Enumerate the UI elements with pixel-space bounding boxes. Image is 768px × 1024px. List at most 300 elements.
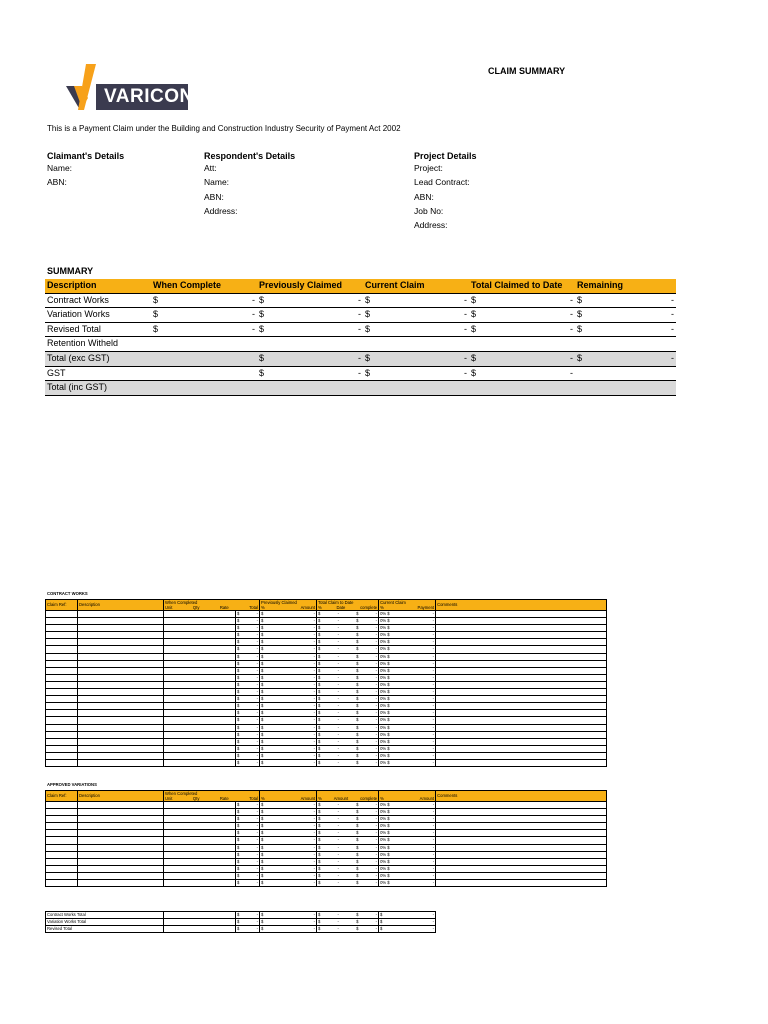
detail-current: [379, 731, 436, 738]
detail-previous: [260, 653, 317, 660]
detail-cell: [78, 809, 164, 816]
currency-symbol: $: [237, 667, 240, 673]
approved-variations-table: [45, 790, 607, 887]
project-line: Address:: [414, 220, 448, 231]
amount-value: -: [252, 309, 255, 320]
to-date-part: $: [356, 880, 359, 886]
detail-to-date: [317, 681, 379, 688]
current-part: 0% $: [380, 851, 390, 857]
money-value: [261, 802, 315, 808]
currency-symbol: $: [261, 745, 264, 751]
money-value: [153, 308, 255, 322]
detail-row: [46, 632, 607, 639]
summary-value: [257, 308, 363, 323]
detail-header-row: [46, 600, 607, 611]
money-value: [259, 294, 361, 308]
detail-row: [46, 674, 607, 681]
detail-cell: [164, 703, 236, 710]
to-date-part: -: [337, 618, 339, 624]
detail-row: [46, 646, 607, 653]
currency-symbol: $: [237, 752, 240, 758]
current-part: 0% $: [380, 823, 390, 829]
money-value: [261, 696, 315, 702]
detail-comment: [436, 653, 607, 660]
subheader: Unit: [165, 796, 173, 801]
to-date-values: [318, 682, 377, 688]
to-date-part: $: [356, 851, 359, 857]
detail-to-date: [317, 759, 379, 766]
summary-row: [45, 366, 676, 381]
money-value: [261, 866, 315, 872]
to-date-part: $: [356, 660, 359, 666]
to-date-part: -: [337, 880, 339, 886]
detail-cell: [164, 639, 236, 646]
to-date-part: -: [337, 872, 339, 878]
to-date-part: $: [318, 844, 321, 850]
to-date-part: -: [337, 759, 339, 765]
detail-current: [379, 844, 436, 851]
project-line: ABN:: [414, 191, 434, 202]
detail-comment: [436, 872, 607, 879]
summary-value: [151, 366, 257, 381]
detail-current: [379, 759, 436, 766]
totals-value: [379, 919, 436, 926]
detail-previous: [260, 689, 317, 696]
to-date-part: $: [318, 851, 321, 857]
amount-value: -: [256, 752, 259, 758]
summary-header-cell: Previously Claimed: [257, 279, 363, 293]
amount-value: -: [313, 865, 316, 871]
to-date-part: -: [337, 703, 339, 709]
to-date-part: -: [337, 689, 339, 695]
detail-to-date: [317, 880, 379, 887]
detail-total: [236, 759, 260, 766]
to-date-part: $: [356, 717, 359, 723]
summary-value: [151, 381, 257, 396]
subheader: Amount: [419, 796, 435, 801]
detail-comment: [436, 809, 607, 816]
to-date-part: -: [337, 696, 339, 702]
summary-row-label: Retention Witheld: [45, 337, 151, 352]
to-date-part: -: [375, 830, 378, 836]
detail-total: [236, 823, 260, 830]
detail-cell: [164, 926, 236, 933]
detail-row: [46, 865, 607, 872]
detail-group-header: [317, 791, 379, 802]
detail-total: [236, 880, 260, 887]
currency-symbol: $: [237, 710, 240, 716]
totals-label: Variation Works Total: [46, 919, 164, 926]
summary-header-row: [45, 279, 676, 293]
current-part: 0% $: [380, 717, 390, 723]
to-date-part: $: [318, 837, 321, 843]
summary-header-cell: Total Claimed to Date: [469, 279, 575, 293]
detail-cell: [164, 809, 236, 816]
detail-header-cell: Description: [78, 600, 164, 611]
current-part: -: [432, 816, 435, 822]
current-part: 0% $: [380, 681, 390, 687]
amount-value: -: [671, 352, 674, 363]
detail-total: [236, 752, 260, 759]
current-values: [380, 661, 434, 667]
summary-value: [575, 351, 676, 366]
currency-symbol: $: [237, 738, 240, 744]
money-value: [261, 717, 315, 723]
to-date-part: $: [356, 872, 359, 878]
detail-comment: [436, 830, 607, 837]
current-part: -: [432, 802, 435, 807]
money-value: [261, 725, 315, 731]
detail-cell: [164, 752, 236, 759]
amount-value: -: [358, 367, 361, 378]
to-date-values: [318, 802, 377, 808]
current-values: [380, 809, 434, 815]
detail-cell: [46, 880, 78, 887]
detail-current: [379, 689, 436, 696]
detail-cell: [78, 724, 164, 731]
to-date-part: -: [337, 809, 339, 815]
summary-value: [469, 381, 575, 396]
detail-comment: [436, 816, 607, 823]
detail-cell: [164, 872, 236, 879]
summary-value: [363, 381, 469, 396]
to-date-part: $: [318, 919, 321, 925]
to-date-part: -: [337, 919, 339, 925]
current-values: [380, 852, 434, 858]
to-date-part: $: [318, 724, 321, 730]
detail-cell: [164, 667, 236, 674]
current-part: -: [432, 724, 435, 730]
amount-value: -: [256, 844, 259, 850]
detail-row: [46, 681, 607, 688]
detail-cell: [78, 880, 164, 887]
to-date-part: $: [318, 880, 321, 886]
money-value: [261, 675, 315, 681]
money-value: [237, 746, 258, 752]
current-part: -: [432, 759, 435, 765]
contract-works-table: [45, 599, 607, 767]
to-date-values: [318, 859, 377, 865]
detail-row: [46, 660, 607, 667]
amount-value: -: [313, 618, 316, 624]
subheader: %: [318, 796, 322, 801]
currency-symbol: $: [261, 837, 264, 843]
to-date-part: -: [337, 724, 339, 730]
detail-row: [46, 858, 607, 865]
money-value: [237, 703, 258, 709]
money-value: [261, 919, 315, 925]
to-date-part: $: [356, 837, 359, 843]
summary-value: [363, 351, 469, 366]
detail-cell: [46, 759, 78, 766]
to-date-part: $: [318, 710, 321, 716]
current-values: [380, 611, 434, 617]
currency-symbol: $: [237, 759, 240, 765]
detail-group-header: [164, 600, 260, 611]
money-value: [237, 880, 258, 886]
subheader: %: [380, 796, 384, 801]
detail-cell: [78, 745, 164, 752]
money-value: [259, 352, 361, 366]
money-value: [365, 352, 467, 366]
summary-table: [45, 279, 676, 396]
current-part: -: [432, 653, 435, 659]
detail-current: [379, 653, 436, 660]
to-date-part: $: [318, 865, 321, 871]
currency-symbol: $: [471, 323, 477, 334]
currency-symbol: $: [237, 703, 240, 709]
detail-cell: [78, 611, 164, 618]
money-value: [237, 668, 258, 674]
amount-value: -: [570, 367, 573, 378]
detail-cell: [164, 844, 236, 851]
subheader: Amount: [300, 796, 316, 801]
current-values: [380, 618, 434, 624]
summary-value: [575, 293, 676, 308]
amount-value: -: [313, 880, 316, 886]
detail-previous: [260, 837, 317, 844]
detail-row: [46, 759, 607, 766]
detail-previous: [260, 618, 317, 625]
detail-current: [379, 738, 436, 745]
money-value: [261, 746, 315, 752]
to-date-part: -: [375, 667, 378, 673]
to-date-part: $: [356, 681, 359, 687]
detail-comment: [436, 646, 607, 653]
summary-value: [151, 337, 257, 352]
money-value: [237, 646, 258, 652]
detail-cell: [78, 689, 164, 696]
to-date-values: [318, 760, 377, 766]
detail-cell: [78, 710, 164, 717]
detail-to-date: [317, 830, 379, 837]
currency-symbol: $: [237, 632, 240, 638]
currency-symbol: $: [261, 653, 264, 659]
detail-cell: [46, 674, 78, 681]
summary-value: [363, 366, 469, 381]
detail-comment: [436, 858, 607, 865]
detail-row: [46, 731, 607, 738]
current-values: [380, 753, 434, 759]
detail-row: [46, 717, 607, 724]
currency-symbol: $: [237, 660, 240, 666]
detail-cell: [164, 865, 236, 872]
currency-symbol: $: [471, 352, 477, 363]
current-part: 0% $: [380, 816, 390, 822]
group-title: Total Claim to Date: [318, 600, 354, 605]
to-date-part: $: [318, 823, 321, 829]
current-values: [380, 682, 434, 688]
to-date-values: [318, 816, 377, 822]
detail-to-date: [317, 752, 379, 759]
detail-row: [46, 880, 607, 887]
detail-comment: [436, 738, 607, 745]
to-date-part: -: [337, 844, 339, 850]
currency-symbol: $: [237, 865, 240, 871]
detail-cell: [78, 667, 164, 674]
detail-previous: [260, 745, 317, 752]
current-values: [380, 739, 434, 745]
amount-value: -: [313, 625, 316, 631]
detail-cell: [164, 646, 236, 653]
detail-cell: [164, 696, 236, 703]
detail-comment: [436, 618, 607, 625]
to-date-part: -: [375, 926, 377, 932]
to-date-part: -: [337, 738, 339, 744]
subheader: Amount: [300, 605, 316, 610]
approved-variations-title: APPROVED VARIATIONS: [47, 782, 97, 787]
summary-value: [257, 322, 363, 337]
to-date-part: -: [375, 912, 377, 917]
money-value: [261, 760, 315, 766]
amount-value: -: [313, 696, 316, 702]
currency-symbol: $: [153, 323, 159, 334]
totals-value: [236, 926, 260, 933]
detail-total: [236, 646, 260, 653]
detail-cell: [164, 653, 236, 660]
amount-value: -: [256, 872, 259, 878]
currency-symbol: $: [237, 674, 240, 680]
detail-previous: [260, 646, 317, 653]
detail-row: [46, 703, 607, 710]
detail-cell: [164, 816, 236, 823]
current-part: 0% $: [380, 674, 390, 680]
money-value: [237, 710, 258, 716]
money-value: [237, 760, 258, 766]
detail-row: [46, 710, 607, 717]
current-values: [380, 760, 434, 766]
to-date-values: [318, 625, 377, 631]
amount-value: -: [313, 724, 316, 730]
summary-value: [151, 351, 257, 366]
detail-comment: [436, 681, 607, 688]
detail-to-date: [317, 646, 379, 653]
group-title: Previously Claimed: [261, 600, 297, 605]
detail-previous: [260, 865, 317, 872]
money-value: [153, 294, 255, 308]
currency-symbol: $: [237, 689, 240, 695]
money-value: [237, 837, 258, 843]
money-value: [259, 308, 361, 322]
detail-previous: [260, 752, 317, 759]
currency-symbol: $: [261, 611, 264, 616]
detail-row: [46, 823, 607, 830]
summary-value: [575, 322, 676, 337]
to-date-part: $: [318, 660, 321, 666]
money-value: [261, 859, 315, 865]
detail-current: [379, 745, 436, 752]
detail-cell: [78, 759, 164, 766]
detail-previous: [260, 738, 317, 745]
currency-symbol: $: [261, 912, 264, 917]
detail-current: [379, 823, 436, 830]
money-value: [261, 873, 315, 879]
subheader: %: [318, 605, 322, 610]
to-date-part: -: [375, 696, 378, 702]
money-value: [577, 352, 674, 366]
detail-group-header: [379, 791, 436, 802]
to-date-values: [318, 753, 377, 759]
detail-cell: [164, 851, 236, 858]
detail-cell: [46, 611, 78, 618]
currency-symbol: $: [237, 872, 240, 878]
money-value: [261, 654, 315, 660]
detail-comment: [436, 837, 607, 844]
money-value: [365, 294, 467, 308]
current-values: [380, 639, 434, 645]
to-date-part: -: [337, 710, 339, 716]
money-value: [237, 675, 258, 681]
money-value: [471, 294, 573, 308]
money-value: [261, 880, 315, 886]
to-date-values: [318, 926, 377, 932]
to-date-values: [318, 668, 377, 674]
amount-value: -: [313, 919, 315, 925]
detail-comment: [436, 660, 607, 667]
currency-symbol: $: [153, 294, 159, 305]
summary-value: [151, 293, 257, 308]
currency-symbol: $: [237, 653, 240, 659]
to-date-part: $: [356, 724, 359, 730]
detail-to-date: [317, 653, 379, 660]
detail-to-date: [317, 618, 379, 625]
currency-symbol: $: [261, 759, 264, 765]
to-date-part: -: [375, 611, 378, 616]
money-value: [261, 625, 315, 631]
current-part: 0% $: [380, 738, 390, 744]
detail-cell: [78, 703, 164, 710]
detail-cell: [46, 851, 78, 858]
summary-value: [575, 308, 676, 323]
detail-row: [46, 752, 607, 759]
summary-row: [45, 337, 676, 352]
totals-table: [45, 911, 607, 933]
detail-comment: [436, 689, 607, 696]
to-date-part: -: [337, 745, 339, 751]
group-subheaders: [165, 796, 258, 801]
detail-cell: [78, 646, 164, 653]
current-part: 0% $: [380, 660, 390, 666]
current-part: -: [432, 696, 435, 702]
current-values: [380, 625, 434, 631]
detail-total: [236, 632, 260, 639]
to-date-part: -: [337, 653, 339, 659]
to-date-values: [318, 880, 377, 886]
detail-cell: [164, 710, 236, 717]
money-value: [261, 618, 315, 624]
current-values: [380, 689, 434, 695]
money-value: [261, 710, 315, 716]
currency-symbol: $: [237, 851, 240, 857]
current-part: -: [432, 837, 435, 843]
summary-row-label: Variation Works: [45, 308, 151, 323]
detail-cell: [164, 681, 236, 688]
amount-value: -: [432, 926, 434, 932]
detail-to-date: [317, 865, 379, 872]
currency-symbol: $: [259, 323, 265, 334]
detail-group-header: [260, 791, 317, 802]
summary-value: [469, 351, 575, 366]
current-part: -: [432, 646, 435, 652]
detail-current: [379, 837, 436, 844]
currency-symbol: $: [261, 752, 264, 758]
to-date-part: -: [375, 703, 378, 709]
detail-to-date: [317, 689, 379, 696]
detail-row: [46, 611, 607, 618]
to-date-part: -: [337, 837, 339, 843]
amount-value: -: [256, 632, 259, 638]
to-date-part: $: [318, 858, 321, 864]
